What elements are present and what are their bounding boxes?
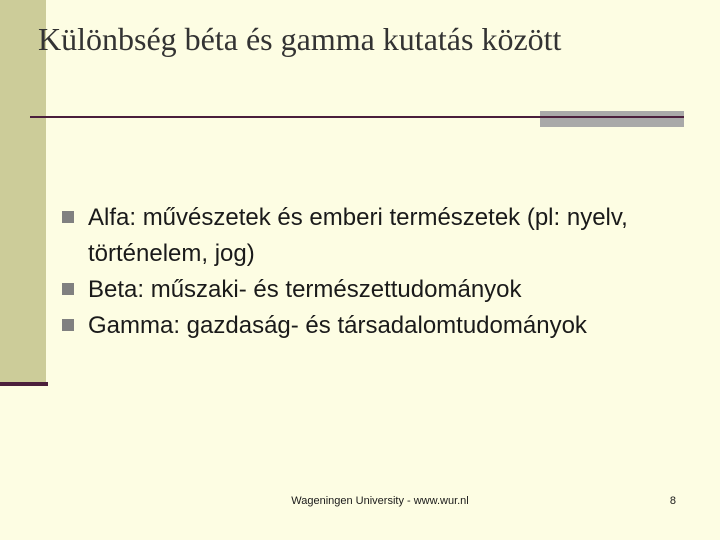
square-bullet-icon xyxy=(62,211,74,223)
bullet-text: Gamma: gazdaság- és társadalomtudományok xyxy=(88,312,587,339)
bullet-text: Alfa: művészetek és emberi természetek (pl: nyelv, történelem, jog) xyxy=(88,204,628,267)
page-number: 8 xyxy=(669,495,676,507)
bullet-item-gamma xyxy=(62,308,682,344)
title-rule-accent-lower xyxy=(540,118,684,127)
bullet-list xyxy=(62,200,682,344)
bullet-text: Beta: műszaki- és természettudományok xyxy=(88,276,522,303)
bullet-item-alfa xyxy=(62,200,682,272)
slide-title: Különbség béta és gamma kutatás között xyxy=(38,21,562,57)
square-bullet-icon xyxy=(62,319,74,331)
bullet-item-beta xyxy=(62,272,682,308)
side-bar-underline xyxy=(0,382,48,386)
slide-footer: Wageningen University - www.wur.nl xyxy=(291,495,469,507)
square-bullet-icon xyxy=(62,283,74,295)
